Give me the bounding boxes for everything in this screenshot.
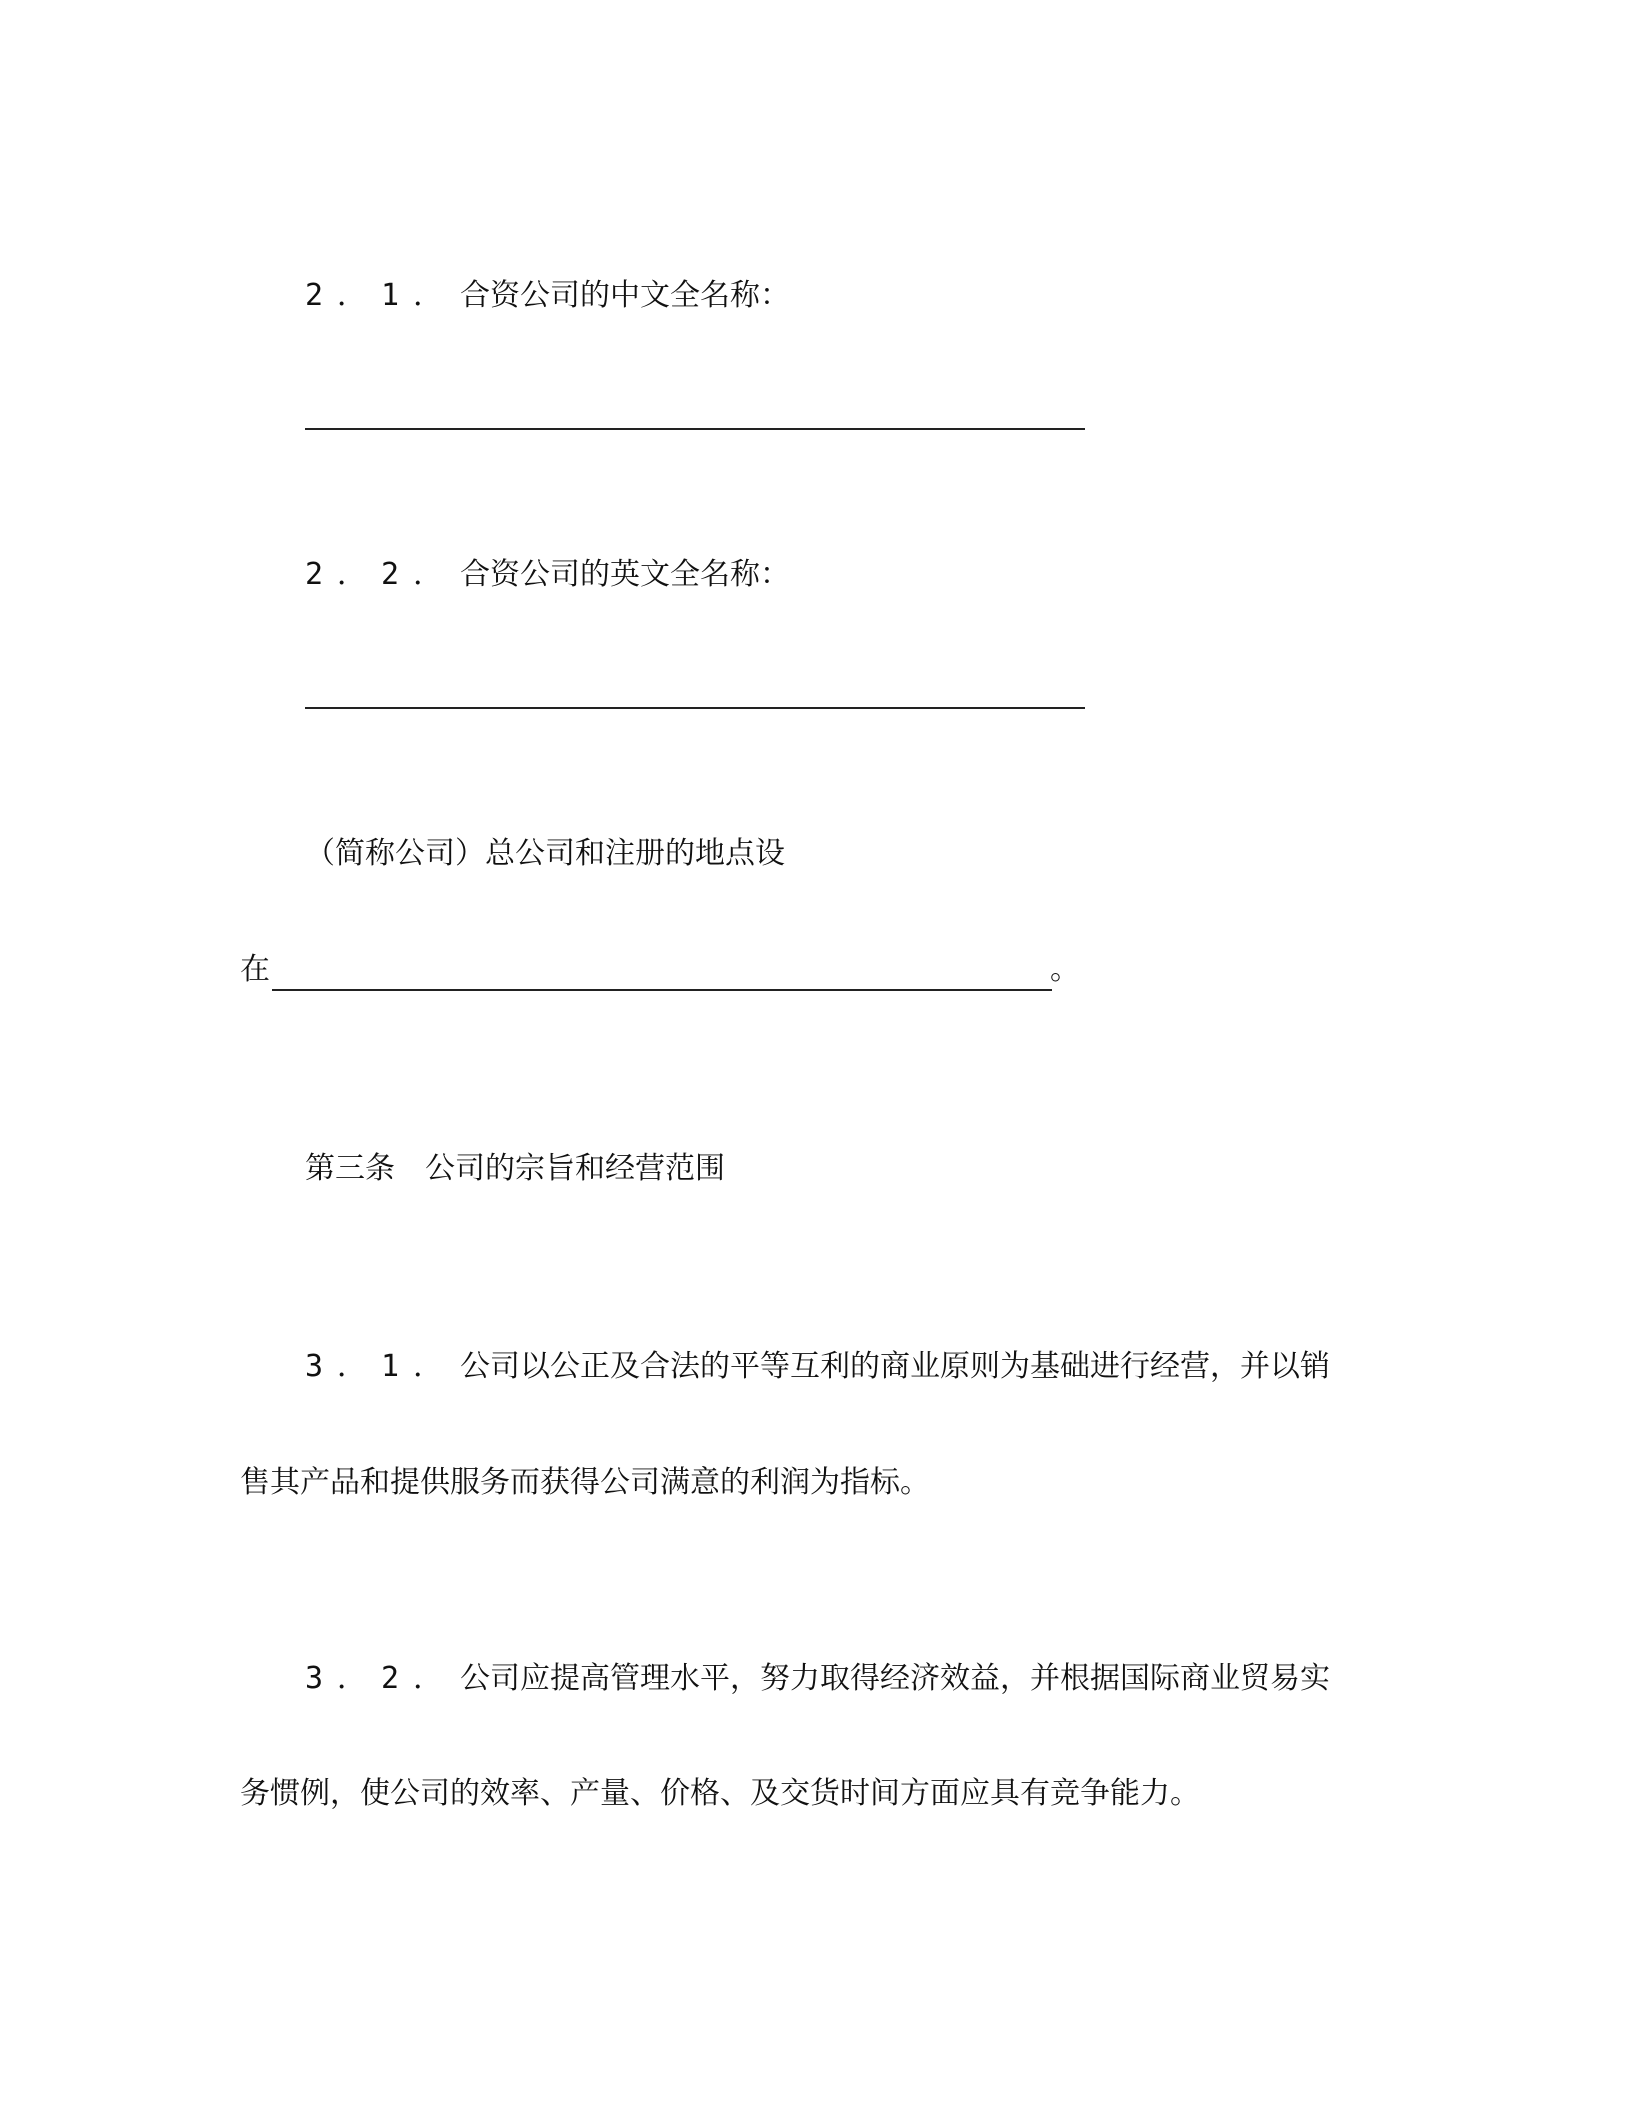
blank-line-chinese-name	[305, 428, 1085, 430]
clause-number: 3．2．	[305, 1661, 458, 1696]
clause-number: 3．1．	[305, 1349, 458, 1384]
clause-text: 合资公司的中文全名称：	[460, 278, 790, 313]
clause-text-line-1: 公司以公正及合法的平等互利的商业原则为基础进行经营，并以销	[460, 1349, 1330, 1384]
clause-3-2-line-2: 务惯例，使公司的效率、产量、价格、及交货时间方面应具有竞争能力。	[240, 1776, 1200, 1811]
clause-2-2	[305, 555, 790, 595]
clause-number: 2．2．	[305, 557, 458, 592]
short-name-line: （简称公司）总公司和注册的地点设	[305, 836, 785, 871]
clause-number: 2．1．	[305, 278, 458, 313]
clause-text: 合资公司的英文全名称：	[460, 557, 790, 592]
location-suffix: 。	[1050, 952, 1080, 987]
clause-3-1	[305, 1347, 1330, 1387]
blank-line-english-name	[305, 707, 1085, 709]
clause-3-2	[305, 1659, 1330, 1699]
blank-line-location	[272, 989, 1052, 991]
article-3-title: 第三条 公司的宗旨和经营范围	[305, 1151, 725, 1186]
clause-2-1	[305, 276, 790, 316]
clause-3-1-line-2: 售其产品和提供服务而获得公司满意的利润为指标。	[240, 1465, 930, 1500]
clause-text-line-1: 公司应提高管理水平，努力取得经济效益，并根据国际商业贸易实	[460, 1661, 1330, 1696]
location-line	[240, 950, 1080, 990]
location-prefix: 在	[240, 952, 270, 987]
